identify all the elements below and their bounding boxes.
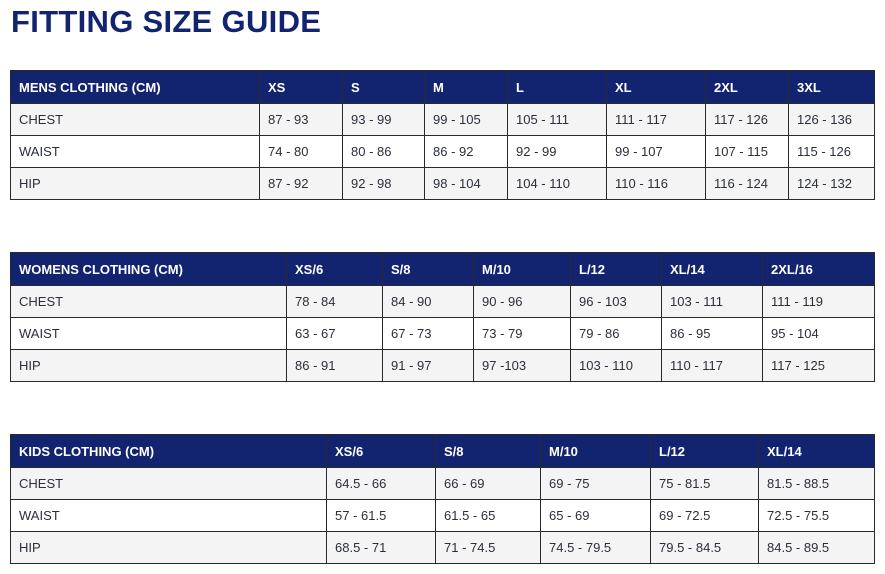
row-label: HIP: [11, 532, 327, 564]
size-header: 3XL: [789, 71, 875, 104]
table-cell: 126 - 136: [789, 104, 875, 136]
table-cell: 71 - 74.5: [436, 532, 541, 564]
table-cell: 75 - 81.5: [651, 468, 759, 500]
table-cell: 79.5 - 84.5: [651, 532, 759, 564]
page-title: FITTING SIZE GUIDE: [11, 4, 322, 39]
table-cell: 99 - 105: [425, 104, 508, 136]
table-cell: 96 - 103: [571, 286, 662, 318]
row-label: CHEST: [11, 286, 287, 318]
table-cell: 72.5 - 75.5: [759, 500, 875, 532]
table-cell: 78 - 84: [287, 286, 383, 318]
size-header: XS/6: [327, 435, 436, 468]
table-cell: 86 - 95: [662, 318, 763, 350]
table-cell: 79 - 86: [571, 318, 662, 350]
table-cell: 103 - 111: [662, 286, 763, 318]
size-header: XS/6: [287, 253, 383, 286]
table-cell: 84.5 - 89.5: [759, 532, 875, 564]
table-cell: 92 - 99: [508, 136, 607, 168]
table-cell: 92 - 98: [343, 168, 425, 200]
size-header: S/8: [436, 435, 541, 468]
table-cell: 90 - 96: [474, 286, 571, 318]
table-row: [11, 350, 875, 382]
table-cell: 110 - 116: [607, 168, 706, 200]
table-row: [11, 104, 875, 136]
table-header-row: [11, 253, 875, 286]
table-cell: 99 - 107: [607, 136, 706, 168]
table-cell: 69 - 72.5: [651, 500, 759, 532]
size-header: 2XL/16: [763, 253, 875, 286]
table-cell: 87 - 93: [260, 104, 343, 136]
table-cell: 110 - 117: [662, 350, 763, 382]
table-row: [11, 468, 875, 500]
table-cell: 116 - 124: [706, 168, 789, 200]
table-cell: 98 - 104: [425, 168, 508, 200]
size-header: M/10: [474, 253, 571, 286]
table-cell: 111 - 117: [607, 104, 706, 136]
size-header: M: [425, 71, 508, 104]
table-title: MENS CLOTHING (CM): [11, 71, 260, 104]
table-cell: 86 - 92: [425, 136, 508, 168]
table-cell: 81.5 - 88.5: [759, 468, 875, 500]
table-cell: 124 - 132: [789, 168, 875, 200]
table-cell: 93 - 99: [343, 104, 425, 136]
row-label: HIP: [11, 168, 260, 200]
table-cell: 86 - 91: [287, 350, 383, 382]
size-header: S: [343, 71, 425, 104]
size-header: XS: [260, 71, 343, 104]
size-header: XL: [607, 71, 706, 104]
table-cell: 61.5 - 65: [436, 500, 541, 532]
table-row: [11, 286, 875, 318]
table-cell: 117 - 125: [763, 350, 875, 382]
row-label: CHEST: [11, 104, 260, 136]
table-cell: 64.5 - 66: [327, 468, 436, 500]
table-cell: 65 - 69: [541, 500, 651, 532]
table-cell: 87 - 92: [260, 168, 343, 200]
table-cell: 80 - 86: [343, 136, 425, 168]
table-cell: 66 - 69: [436, 468, 541, 500]
mens-size-table: [10, 70, 875, 200]
table-cell: 103 - 110: [571, 350, 662, 382]
table-row: [11, 168, 875, 200]
size-header: XL/14: [759, 435, 875, 468]
table-row: [11, 318, 875, 350]
table-cell: 117 - 126: [706, 104, 789, 136]
size-header: S/8: [383, 253, 474, 286]
table-cell: 91 - 97: [383, 350, 474, 382]
size-header: 2XL: [706, 71, 789, 104]
table-row: [11, 136, 875, 168]
row-label: WAIST: [11, 318, 287, 350]
table-cell: 115 - 126: [789, 136, 875, 168]
table-cell: 63 - 67: [287, 318, 383, 350]
row-label: WAIST: [11, 500, 327, 532]
table-cell: 95 - 104: [763, 318, 875, 350]
table-header-row: [11, 435, 875, 468]
table-cell: 69 - 75: [541, 468, 651, 500]
table-cell: 107 - 115: [706, 136, 789, 168]
table-cell: 104 - 110: [508, 168, 607, 200]
row-label: CHEST: [11, 468, 327, 500]
table-cell: 73 - 79: [474, 318, 571, 350]
table-cell: 84 - 90: [383, 286, 474, 318]
table-cell: 68.5 - 71: [327, 532, 436, 564]
kids-size-table: [10, 434, 875, 564]
table-cell: 67 - 73: [383, 318, 474, 350]
row-label: HIP: [11, 350, 287, 382]
table-cell: 57 - 61.5: [327, 500, 436, 532]
table-row: [11, 532, 875, 564]
table-cell: 74 - 80: [260, 136, 343, 168]
table-row: [11, 500, 875, 532]
womens-size-table: [10, 252, 875, 382]
table-cell: 97 -103: [474, 350, 571, 382]
table-title: KIDS CLOTHING (CM): [11, 435, 327, 468]
row-label: WAIST: [11, 136, 260, 168]
table-cell: 111 - 119: [763, 286, 875, 318]
size-header: L/12: [651, 435, 759, 468]
table-cell: 105 - 111: [508, 104, 607, 136]
size-header: M/10: [541, 435, 651, 468]
size-header: L/12: [571, 253, 662, 286]
size-header: XL/14: [662, 253, 763, 286]
size-header: L: [508, 71, 607, 104]
table-cell: 74.5 - 79.5: [541, 532, 651, 564]
table-header-row: [11, 71, 875, 104]
table-title: WOMENS CLOTHING (CM): [11, 253, 287, 286]
